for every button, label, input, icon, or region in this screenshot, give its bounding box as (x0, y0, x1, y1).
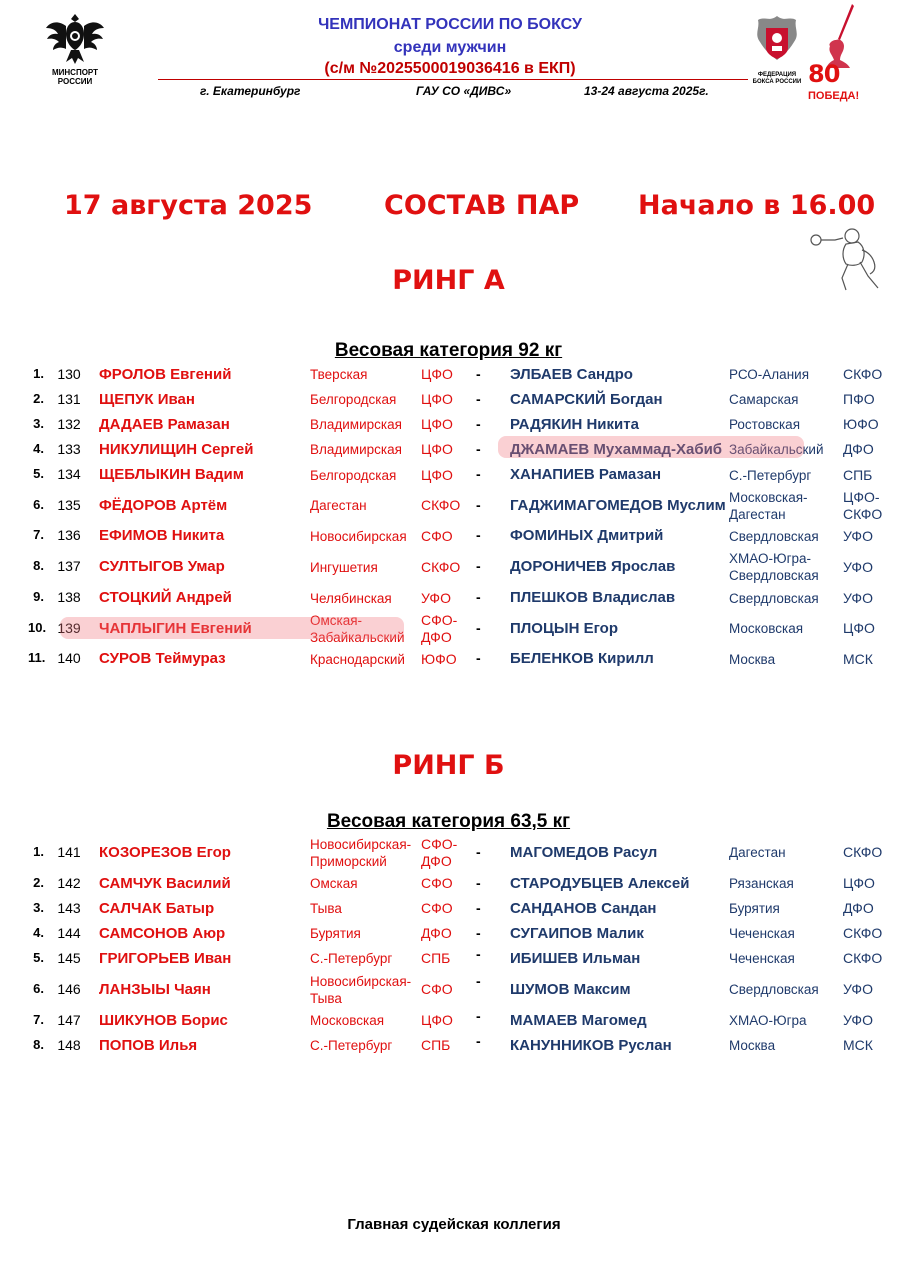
red-corner-region-line: Краснодарский (310, 651, 405, 667)
red-corner-district-line: СФО (421, 527, 453, 544)
red-corner-name: СУРОВ Теймураз (99, 650, 226, 667)
red-corner-region-line: Тыва (310, 901, 342, 916)
pair-id: 148 (57, 1036, 81, 1053)
championship-subtitle: среди мужчин (393, 39, 507, 56)
blue-corner-district-line: ПФО (843, 391, 875, 407)
blue-corner-district (843, 875, 875, 892)
blue-corner-district (843, 900, 874, 917)
blue-corner-region-line: Свердловская (729, 590, 819, 606)
red-corner-district (421, 391, 453, 408)
pair-row (0, 896, 897, 921)
red-corner-district (421, 441, 453, 458)
blue-corner-region (729, 528, 819, 545)
blue-corner-region (729, 900, 780, 917)
red-corner-region-line: Владимирская (310, 442, 402, 457)
blue-corner-district-line: ЦФО (843, 620, 875, 636)
blue-corner-region (729, 651, 775, 668)
pair-number: 8. (33, 558, 44, 573)
pair-id: 146 (57, 980, 81, 997)
header-divider (158, 79, 748, 80)
pair-number: 7. (33, 527, 44, 542)
venue-text: ГАУ СО «ДИВС» (416, 84, 512, 98)
blue-corner-region (729, 416, 800, 433)
red-corner-district (421, 836, 457, 870)
pair-row (0, 834, 897, 871)
pair-row (0, 523, 897, 549)
blue-corner-district-line: УФО (843, 1012, 873, 1028)
red-corner-name: САЛЧАК Батыр (99, 899, 215, 917)
vs-dash: - (476, 1007, 481, 1024)
red-corner-district (421, 875, 453, 892)
pair-number: 2. (33, 874, 44, 890)
red-corner-district-line: ДФО (421, 628, 452, 645)
blue-corner-district (843, 620, 875, 637)
red-corner-district (421, 416, 453, 433)
vs-dash: - (476, 924, 481, 941)
blue-corner-name: ДЖАМАЕВ Мухаммад-Хабиб (510, 440, 723, 458)
red-corner-district-line: ЦФО (421, 441, 453, 457)
pair-id: 137 (57, 558, 81, 574)
red-corner-district-line: ДФО (421, 852, 452, 869)
vs-dash: - (476, 589, 481, 605)
pair-row (0, 387, 897, 412)
pair-id: 134 (57, 466, 81, 482)
red-corner-name: ПОПОВ Илья (99, 1036, 198, 1054)
red-corner-region (310, 900, 342, 917)
blue-corner-region (729, 489, 808, 523)
minsport-logo (44, 8, 106, 88)
blue-corner-district (843, 925, 882, 942)
blue-corner-region-line: Свердловская (729, 982, 819, 997)
blue-corner-district (843, 416, 879, 433)
red-corner-region-line: Белгородская (310, 467, 397, 483)
red-corner-name: КОЗОРЕЗОВ Егор (99, 843, 231, 861)
blue-corner-region (729, 467, 811, 484)
blue-corner-district-line: ДФО (843, 441, 874, 457)
blue-corner-region-line: ХМАО-Югра (729, 1013, 807, 1028)
red-corner-region (310, 441, 402, 458)
pair-id: 130 (57, 365, 81, 382)
blue-corner-region-line: Рязанская (729, 876, 794, 891)
blue-corner-district-line: УФО (843, 589, 873, 606)
red-corner-region-line: С.-Петербург (310, 1038, 393, 1053)
pair-number: 5. (33, 466, 44, 481)
pair-id: 142 (57, 874, 81, 891)
blue-corner-region-line: Чеченская (729, 951, 795, 966)
blue-corner-region (729, 981, 819, 998)
red-corner-district (421, 981, 453, 998)
blue-corner-district (843, 1037, 873, 1054)
federation-emblem-icon (748, 12, 806, 70)
pair-number: 4. (33, 440, 44, 456)
red-corner-region-line: Приморский (310, 853, 387, 869)
blue-corner-district (843, 950, 882, 967)
blue-corner-district-line: ЦФО (843, 875, 875, 891)
blue-corner-region (729, 620, 803, 637)
blue-corner-district-line: ЮФО (843, 416, 879, 432)
vs-dash: - (476, 874, 481, 891)
blue-corner-region (729, 550, 819, 584)
blue-corner-region (729, 590, 819, 607)
pair-id: 140 (57, 650, 81, 666)
red-corner-name: СТОЦКИЙ Андрей (99, 589, 232, 606)
red-corner-name: ГРИГОРЬЕВ Иван (99, 949, 232, 967)
blue-corner-district-line: ДФО (843, 900, 874, 916)
ring-b-title: РИНГ Б (392, 750, 505, 781)
blue-corner-region (729, 875, 794, 892)
blue-corner-name: ПЛОЦЫН Егор (510, 619, 618, 637)
blue-corner-region-line: Москва (729, 1038, 776, 1053)
red-corner-district (421, 528, 453, 545)
blue-corner-name: ХАНАПИЕВ Рамазан (510, 466, 662, 483)
blue-corner-region (729, 366, 809, 383)
championship-title: ЧЕМПИОНАТ РОССИИ ПО БОКСУ (318, 16, 582, 33)
red-corner-region (310, 875, 358, 892)
blue-corner-district (843, 467, 872, 484)
red-corner-region (310, 497, 367, 514)
red-corner-region-line: Бурятия (310, 926, 361, 941)
red-corner-district-line: СФО (421, 981, 453, 997)
red-corner-district-line: СФО- (421, 611, 458, 628)
highlight-marker (498, 436, 804, 458)
red-corner-district-line: ЦФО (421, 391, 453, 407)
red-corner-district (421, 467, 453, 484)
pair-row (0, 1008, 897, 1033)
red-corner-name: ДАДАЕВ Рамазан (99, 415, 230, 433)
red-corner-district-line: СПБ (421, 950, 451, 966)
red-corner-district (421, 612, 457, 646)
red-corner-region (310, 391, 396, 408)
red-corner-region-line: Тверская (310, 367, 368, 382)
pair-row (0, 921, 897, 946)
red-corner-name: САМЧУК Василий (99, 874, 231, 892)
red-corner-name: ЛАНЗЫЫ Чаян (99, 980, 211, 998)
blue-corner-region-line: Свердловская (729, 568, 819, 583)
vs-dash: - (476, 415, 481, 432)
blue-corner-region (729, 844, 786, 861)
city-text: г. Екатеринбург (200, 84, 301, 98)
pair-row (0, 871, 897, 896)
pair-number: 1. (33, 843, 44, 859)
boxing-federation-text: ФЕДЕРАЦИЯ БОКСА РОССИИ (752, 72, 802, 85)
pobeda-text: ПОБЕДА! (808, 90, 860, 102)
ring-a-weight-category: Весовая категория 92 кг (334, 340, 563, 361)
ring-a-title: РИНГ А (392, 265, 505, 296)
pair-row (0, 946, 897, 971)
event-date: 17 августа 2025 (64, 190, 313, 221)
blue-corner-district (843, 441, 874, 458)
blue-corner-name: СУГАИПОВ Малик (510, 924, 644, 942)
blue-corner-region-line: Бурятия (729, 901, 780, 916)
red-corner-district (421, 366, 453, 383)
pair-id: 141 (57, 843, 81, 860)
blue-corner-region (729, 1012, 807, 1029)
minsport-logo-text: МИНСПОРТ РОССИИ (51, 68, 99, 86)
pair-number: 2. (33, 390, 44, 406)
red-corner-region (310, 651, 405, 668)
red-corner-name: ЧАПЛЫГИН Евгений (99, 619, 252, 637)
blue-corner-name: ШУМОВ Максим (510, 980, 631, 998)
red-corner-district (421, 559, 460, 576)
red-corner-name: НИКУЛИЩИН Сергей (99, 440, 254, 458)
blue-corner-region-line: Забайкальский (729, 442, 824, 457)
pobeda-80-logo (806, 2, 860, 102)
red-corner-district-line: ЦФО (421, 1012, 453, 1028)
red-corner-region-line: Омская- (310, 612, 363, 628)
red-corner-district-line: СПБ (421, 1037, 451, 1053)
pair-row (0, 1033, 897, 1058)
red-corner-region-line: Новосибирская- (310, 836, 412, 852)
pair-id: 143 (57, 899, 81, 916)
vs-dash: - (476, 527, 481, 543)
blue-corner-district (843, 1012, 873, 1029)
blue-corner-name: ДОРОНИЧЕВ Ярослав (510, 558, 676, 575)
pair-number: 5. (33, 949, 44, 965)
red-corner-district-line: СФО- (421, 835, 458, 852)
vs-dash: - (476, 1032, 481, 1049)
blue-corner-region-line: Москва (729, 651, 776, 667)
dates-text: 13-24 августа 2025г. (584, 84, 709, 98)
eagle-emblem-icon (44, 8, 106, 68)
ring-b-weight-category: Весовая категория 63,5 кг (326, 811, 571, 832)
red-corner-region (310, 973, 411, 1007)
blue-corner-district (843, 366, 882, 383)
blue-corner-district-line: СКФО (843, 366, 883, 382)
pair-number: 8. (33, 1036, 44, 1052)
blue-corner-region (729, 925, 795, 942)
blue-corner-name: РАДЯКИН Никита (510, 415, 639, 433)
red-corner-district-line: СКФО (421, 497, 461, 513)
blue-corner-district-line: МСК (843, 650, 873, 667)
pair-id: 135 (57, 496, 81, 513)
red-corner-name: ЕФИМОВ Никита (99, 527, 225, 544)
blue-corner-region-line: Ростовская (729, 417, 801, 432)
pair-row (0, 362, 897, 387)
pair-number: 6. (33, 496, 44, 512)
red-corner-region-line: Новосибирская- (310, 973, 412, 989)
red-corner-region (310, 836, 411, 870)
pair-id: 144 (57, 924, 81, 941)
blue-corner-name: ГАДЖИМАГОМЕДОВ Муслим (510, 496, 726, 514)
blue-corner-name: ФОМИНЫХ Дмитрий (510, 527, 664, 544)
pair-row (0, 646, 897, 672)
red-corner-name: ФРОЛОВ Евгений (99, 365, 232, 383)
red-corner-region (310, 925, 361, 942)
blue-corner-district-line: СКФО (843, 844, 883, 860)
red-corner-region (310, 1012, 384, 1029)
red-corner-district (421, 651, 457, 668)
pair-row (0, 488, 897, 523)
red-corner-district-line: СКФО (421, 558, 461, 575)
blue-corner-region-line: С.-Петербург (729, 467, 812, 483)
blue-corner-name: ПЛЕШКОВ Владислав (510, 589, 676, 606)
blue-corner-district-line: СКФО (843, 505, 883, 522)
red-corner-name: СУЛТЫГОВ Умар (99, 558, 225, 575)
boxing-federation-logo (748, 12, 806, 92)
red-corner-region-line: Новосибирская (310, 528, 407, 544)
red-corner-name: ФЁДОРОВ Артём (99, 496, 228, 514)
vs-dash: - (476, 619, 481, 636)
pair-number: 11. (28, 650, 46, 665)
red-corner-name: ЩЕБЛЫКИН Вадим (99, 466, 244, 483)
vs-dash: - (476, 945, 481, 962)
red-corner-region-line: Владимирская (310, 417, 402, 432)
blue-corner-name: СТАРОДУБЦЕВ Алексей (510, 874, 690, 892)
red-corner-district (421, 1037, 450, 1054)
vs-dash: - (476, 843, 481, 860)
pair-row (0, 585, 897, 611)
blue-corner-name: МАМАЕВ Магомед (510, 1011, 647, 1029)
vs-dash: - (476, 650, 481, 666)
pair-number: 3. (33, 899, 44, 915)
red-corner-region-line: С.-Петербург (310, 951, 393, 966)
red-corner-region (310, 528, 407, 545)
red-corner-district-line: ЦФО (421, 466, 453, 483)
blue-corner-district (843, 981, 873, 998)
blue-corner-district (843, 651, 873, 668)
vs-dash: - (476, 440, 481, 457)
pair-id: 139 (57, 619, 81, 636)
blue-corner-region-line: Дагестан (729, 845, 786, 860)
blue-corner-district (843, 528, 873, 545)
pair-row (0, 549, 897, 585)
pair-id: 133 (57, 440, 81, 457)
red-corner-district-line: ЦФО (421, 416, 453, 432)
red-corner-district-line: ЦФО (421, 366, 453, 382)
red-corner-district-line: ДФО (421, 925, 452, 941)
red-corner-name: ШИКУНОВ Борис (99, 1011, 228, 1029)
pair-id: 147 (57, 1011, 81, 1028)
blue-corner-region (729, 391, 798, 408)
pair-id: 132 (57, 415, 81, 432)
blue-corner-district-line: ЦФО- (843, 488, 880, 505)
red-corner-district (421, 497, 460, 514)
pairs-title: СОСТАВ ПАР (384, 190, 580, 221)
blue-corner-district (843, 391, 875, 408)
pair-number: 6. (33, 980, 44, 996)
red-corner-region-line: Забайкальский (310, 629, 405, 645)
red-corner-name: ЩЕПУК Иван (99, 390, 195, 408)
championship-code: (с/м №2025500019036416 в ЕКП) (324, 60, 576, 77)
red-corner-district (421, 900, 453, 917)
vs-dash: - (476, 496, 481, 513)
red-corner-region (310, 1037, 392, 1054)
red-corner-region-line: Тыва (310, 990, 342, 1006)
red-corner-region-line: Дагестан (310, 498, 367, 513)
red-corner-district-line: УФО (421, 589, 451, 606)
blue-corner-region-line: РСО-Алания (729, 367, 809, 382)
pair-number: 10. (28, 619, 47, 635)
vs-dash: - (476, 558, 481, 574)
vs-dash: - (476, 972, 481, 989)
pair-id: 145 (57, 949, 81, 966)
blue-corner-name: ЭЛБАЕВ Сандро (510, 365, 633, 383)
blue-corner-name: САМАРСКИЙ Богдан (510, 390, 663, 408)
vs-dash: - (476, 390, 481, 407)
red-corner-region (310, 416, 402, 433)
blue-corner-region (729, 1037, 775, 1054)
blue-corner-district-line: УФО (843, 558, 873, 575)
pair-number: 9. (33, 589, 44, 604)
pair-number: 7. (33, 1011, 44, 1027)
blue-corner-district-line: УФО (843, 527, 873, 544)
red-corner-name: САМСОНОВ Аюр (99, 924, 226, 942)
blue-corner-name: МАГОМЕДОВ Расул (510, 843, 658, 861)
pair-number: 3. (33, 415, 44, 431)
footer-judges: Главная судейская коллегия (347, 1216, 561, 1233)
blue-corner-district-line: СПБ (843, 466, 873, 483)
red-corner-region-line: Белгородская (310, 392, 397, 407)
red-corner-region (310, 950, 392, 967)
pobeda-number: 80 (808, 60, 840, 88)
blue-corner-region-line: Московская- (729, 489, 808, 505)
blue-corner-district (843, 590, 873, 607)
pair-number: 4. (33, 924, 44, 940)
pair-row (0, 412, 897, 437)
red-corner-region-line: Московская (310, 1013, 385, 1028)
red-corner-district-line: СФО (421, 875, 453, 891)
vs-dash: - (476, 365, 481, 382)
blue-corner-region-line: Московская (729, 621, 804, 636)
pair-row (0, 971, 897, 1008)
red-corner-district-line: СФО (421, 900, 453, 916)
blue-corner-district (843, 844, 882, 861)
blue-corner-district-line: МСК (843, 1037, 873, 1053)
red-corner-region-line: Челябинская (310, 590, 392, 606)
red-corner-district (421, 925, 452, 942)
red-corner-region (310, 366, 367, 383)
red-corner-district (421, 1012, 453, 1029)
pair-id: 136 (57, 527, 81, 543)
blue-corner-district (843, 489, 882, 523)
red-corner-district (421, 590, 451, 607)
highlight-marker (60, 617, 404, 639)
pair-number: 1. (33, 365, 44, 381)
vs-dash: - (476, 466, 481, 482)
blue-corner-name: ИБИШЕВ Ильман (510, 949, 641, 967)
blue-corner-region-line: ХМАО-Югра- (729, 551, 812, 566)
red-corner-region (310, 559, 378, 576)
blue-corner-region-line: Самарская (729, 392, 799, 407)
red-corner-region-line: Омская (310, 876, 358, 891)
blue-corner-district-line: СКФО (843, 925, 883, 941)
pair-row (0, 462, 897, 488)
blue-corner-name: САНДАНОВ Сандан (510, 899, 657, 917)
pair-id: 138 (57, 589, 81, 605)
blue-corner-region (729, 950, 795, 967)
vs-dash: - (476, 899, 481, 916)
blue-corner-district (843, 559, 873, 576)
red-corner-region-line: Ингушетия (310, 559, 378, 575)
start-time: Начало в 16.00 (638, 190, 876, 221)
blue-corner-region-line: Свердловская (729, 528, 819, 544)
red-corner-district-line: ЮФО (421, 650, 457, 667)
blue-corner-name: КАНУННИКОВ Руслан (510, 1036, 672, 1054)
blue-corner-region-line: Чеченская (729, 926, 795, 941)
blue-corner-district-line: СКФО (843, 950, 883, 966)
blue-corner-district-line: УФО (843, 981, 873, 997)
red-corner-region (310, 467, 396, 484)
red-corner-region (310, 590, 392, 607)
blue-corner-name: БЕЛЕНКОВ Кирилл (510, 650, 654, 667)
blue-corner-region-line: Дагестан (729, 506, 786, 522)
red-corner-district (421, 950, 450, 967)
pair-id: 131 (57, 390, 81, 407)
